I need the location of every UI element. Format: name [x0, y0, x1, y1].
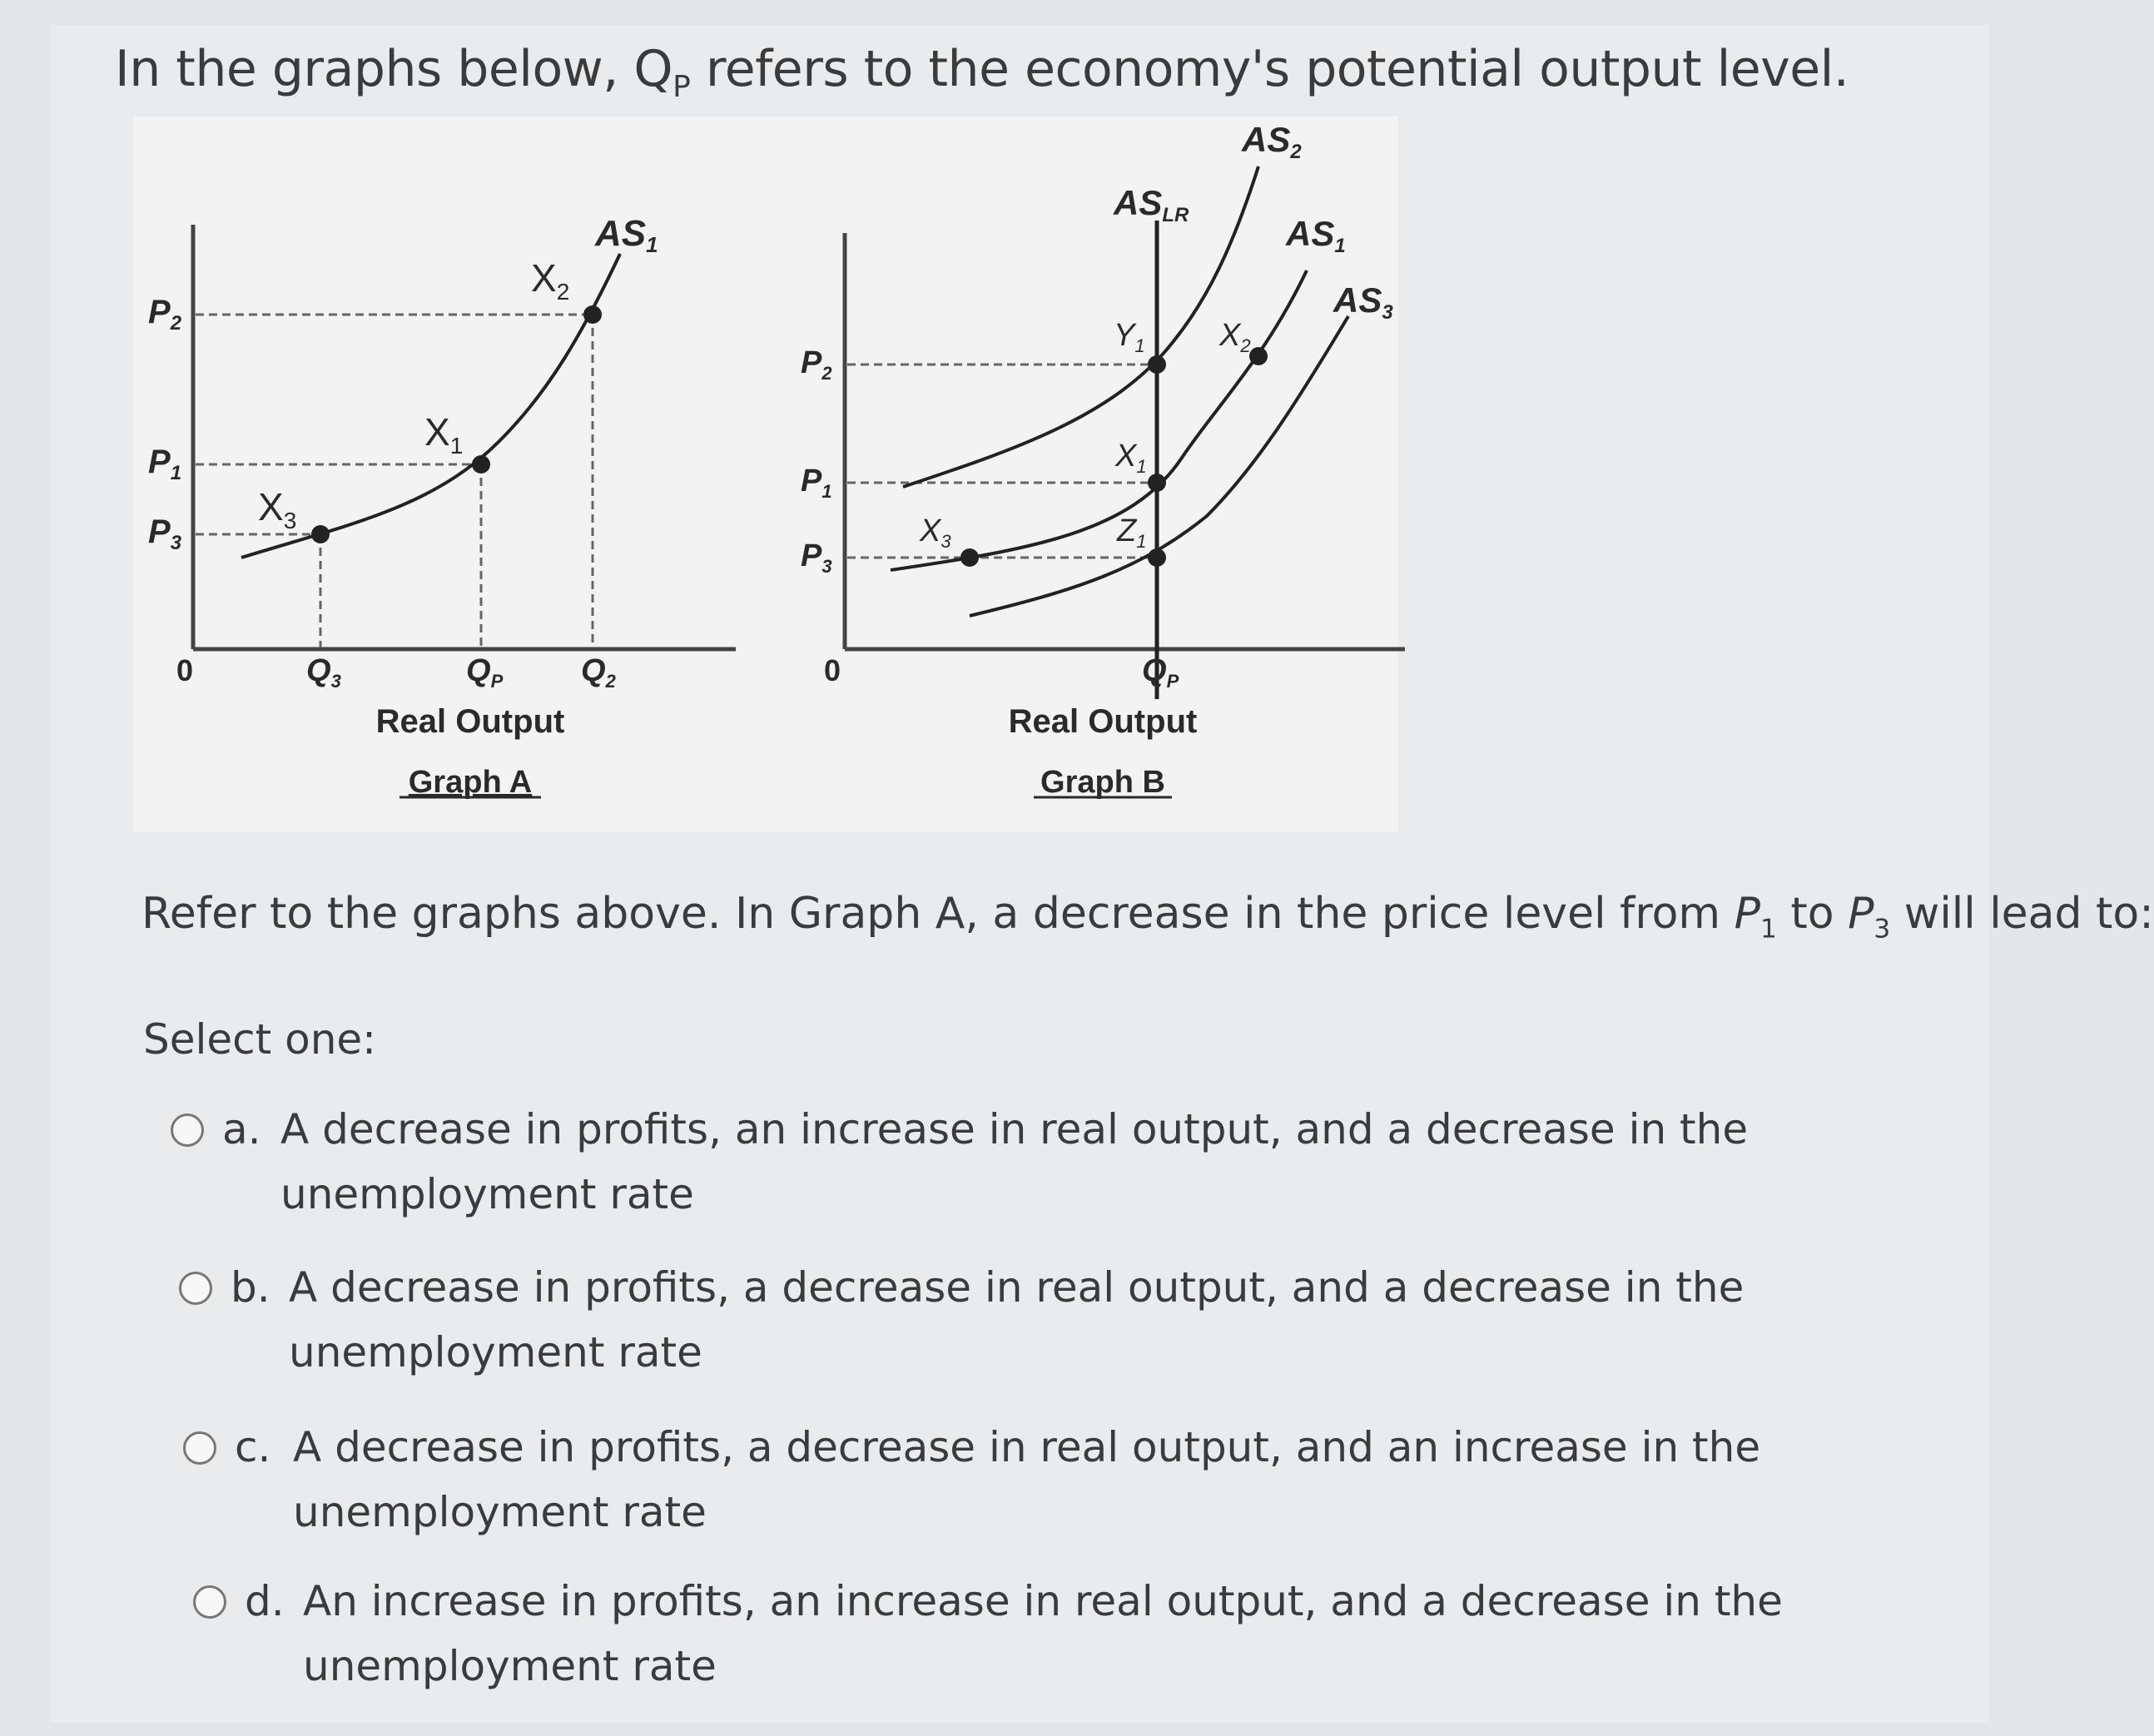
- graph-b-point-x2: [1249, 347, 1268, 365]
- graph-b-price-p3: $P_3$: [801, 538, 832, 577]
- graph-b-label-x3: $X_3$: [920, 513, 951, 552]
- graph-b-point-x3: [960, 548, 979, 567]
- graph-a-price-p2: $P_2$: [148, 294, 182, 335]
- option-d-letter: d.: [245, 1577, 285, 1625]
- graph-b-qty-qp: $Q_P$: [1142, 653, 1179, 692]
- intro-text: In the graphs below, $Q_P$ refers to the economy's potential output level.: [115, 40, 1849, 104]
- graph-a-point-x1: [472, 455, 490, 474]
- option-d-radio[interactable]: [193, 1585, 226, 1619]
- graph-a-qty-q2: $Q_2$: [581, 653, 616, 692]
- option-b-text[interactable]: A decrease in profits, a decrease in real output, and a decrease in the unemployment rate: [289, 1263, 1745, 1376]
- graph-b-price-p2: $P_2$: [801, 345, 832, 384]
- option-a[interactable]: [171, 1097, 1779, 1227]
- graph-b-label-as2: AS2: [1242, 120, 1302, 163]
- option-a-text[interactable]: A decrease in profits, an increase in real output, and a decrease in the unemployment rate: [280, 1105, 1749, 1218]
- option-b[interactable]: [179, 1255, 2003, 1385]
- graph-b: [801, 120, 1405, 800]
- option-a-radio[interactable]: [171, 1114, 204, 1147]
- option-a-letter: a.: [222, 1105, 261, 1153]
- graph-a-price-p3: $P_3$: [148, 513, 182, 554]
- option-c-text[interactable]: A decrease in profits, a decrease in real output, and an increase in the unemployment rate: [293, 1423, 1761, 1536]
- graph-a-origin: 0: [176, 653, 194, 687]
- graph-b-xlabel: Real Output: [1008, 703, 1198, 740]
- option-d[interactable]: [193, 1569, 1801, 1699]
- graph-b-label-as1: AS1: [1286, 214, 1346, 257]
- graph-a-qty-qp: $Q_P$: [466, 653, 504, 692]
- option-b-radio[interactable]: [179, 1272, 212, 1305]
- option-c[interactable]: [183, 1415, 1791, 1545]
- question-text: Refer to the graphs above. In Graph A, a decrease in the price level from $P_1$ to $P_3$ will lead to:: [141, 889, 2154, 945]
- graph-a-qty-q3: $Q_3$: [306, 653, 341, 692]
- graph-b-label-x2: $X_2$: [1219, 318, 1251, 356]
- graph-a-curve-label: AS1: [595, 213, 658, 257]
- graph-b-as2-curve: [903, 166, 1258, 487]
- graph-b-price-p1: $P_1$: [801, 464, 832, 502]
- graph-a: [148, 213, 736, 800]
- graph-b-title: Graph B: [1040, 765, 1165, 800]
- graph-b-label-as3: AS3: [1333, 280, 1393, 324]
- graph-a-point-x2: [583, 305, 602, 324]
- option-d-text[interactable]: An increase in profits, an increase in real output, and a decrease in the unemployment rate: [303, 1577, 1783, 1690]
- graph-b-as1-curve: [891, 270, 1307, 570]
- graph-a-xlabel: Real Output: [375, 703, 565, 740]
- graphs-figure: [133, 117, 1398, 832]
- option-c-letter: c.: [235, 1423, 271, 1471]
- graph-a-title: Graph A: [408, 765, 533, 800]
- graph-a-label-x3: $X_3$: [258, 485, 297, 533]
- graph-b-label-x1: $X_1$: [1115, 439, 1147, 477]
- select-one-label: Select one:: [143, 1015, 377, 1064]
- graph-a-price-p1: $P_1$: [148, 444, 182, 484]
- graph-b-label-z1: $Z_1$: [1117, 513, 1147, 552]
- graphs-svg: [133, 117, 1398, 832]
- graph-a-label-x2: $X_2$: [531, 256, 570, 305]
- option-b-letter: b.: [231, 1263, 270, 1312]
- graph-b-origin: 0: [824, 653, 841, 687]
- graph-b-point-x1: [1148, 474, 1166, 492]
- graph-b-point-y1: [1148, 355, 1166, 374]
- graph-b-point-z1: [1148, 548, 1166, 567]
- graph-b-label-aslr: ASLR: [1114, 183, 1189, 226]
- graph-b-label-y1: $Y_1$: [1114, 318, 1145, 356]
- graph-a-point-x3: [311, 525, 330, 543]
- option-c-radio[interactable]: [183, 1431, 216, 1465]
- graph-a-label-x1: $X_1$: [424, 410, 464, 459]
